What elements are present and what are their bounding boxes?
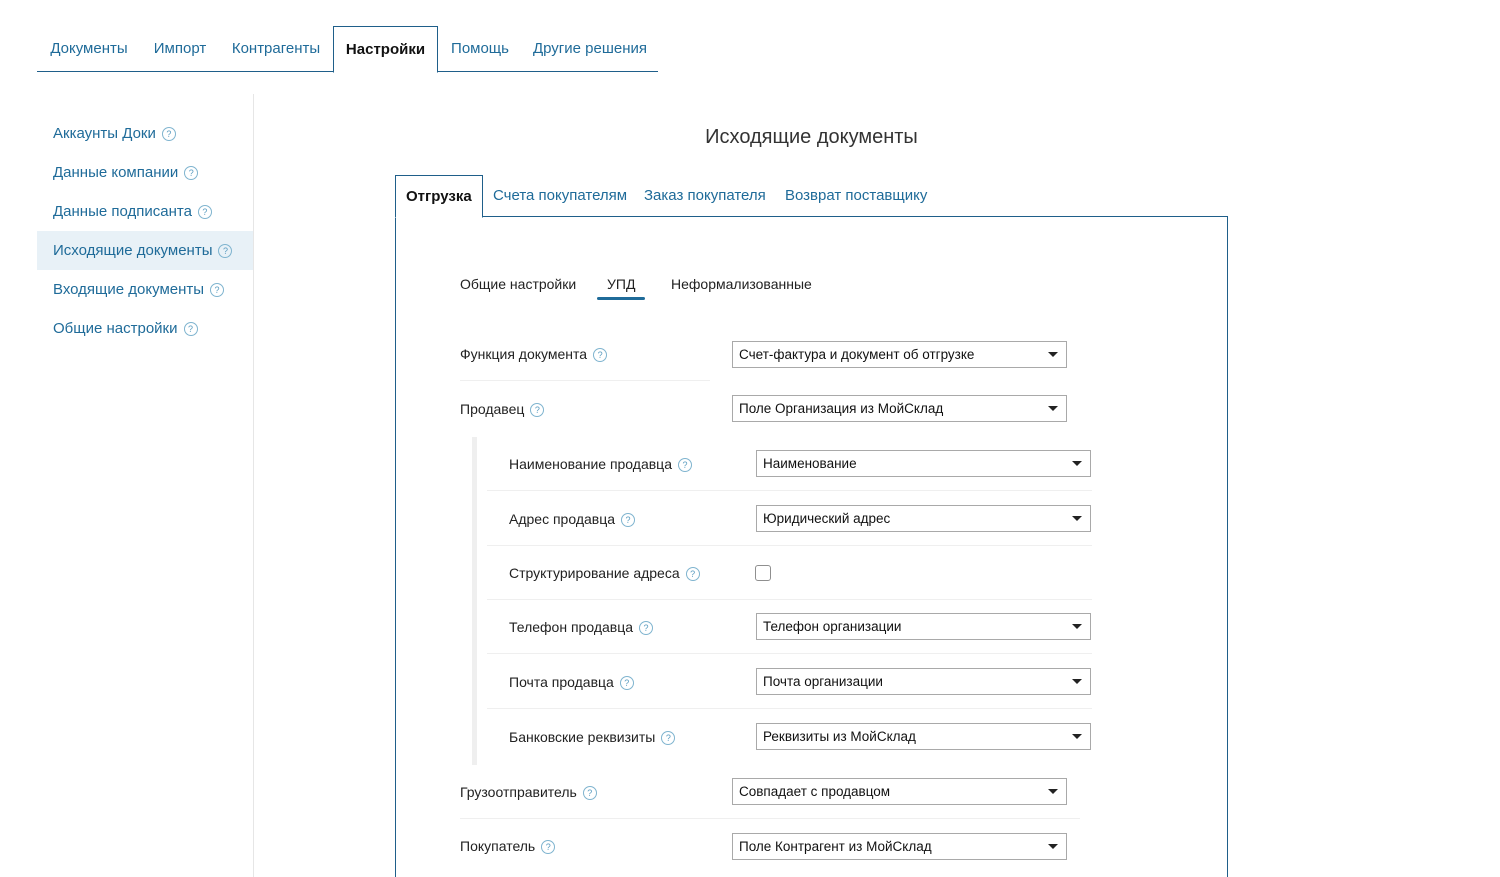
tab-shipment[interactable]: Отгрузка	[395, 175, 483, 218]
field-label: Адрес продавца	[509, 511, 616, 527]
field-label: Продавец	[460, 401, 525, 417]
field-label: Структурирование адреса	[509, 565, 680, 581]
chevron-down-icon	[1072, 516, 1082, 521]
nested-group-indicator	[472, 437, 477, 765]
bank-details-select[interactable]	[756, 723, 1091, 750]
chevron-down-icon	[1072, 461, 1082, 466]
field-label: Почта продавца	[509, 674, 614, 690]
settings-sidebar	[37, 114, 253, 348]
row-seller	[460, 382, 1070, 436]
tab-help[interactable]: Помощь	[451, 40, 509, 57]
help-icon[interactable]: ?	[686, 567, 700, 581]
sidebar-item-incoming-documents[interactable]	[37, 270, 253, 309]
tab-documents[interactable]: Документы	[50, 40, 128, 57]
seller-name-select[interactable]	[756, 450, 1091, 477]
select-value: Совпадает с продавцом	[739, 784, 891, 799]
tab-customer-invoices[interactable]: Счета покупателям	[493, 187, 628, 204]
row-divider	[487, 708, 1092, 709]
help-icon[interactable]: ?	[184, 166, 198, 180]
tab-import[interactable]: Импорт	[153, 40, 207, 57]
field-label: Телефон продавца	[509, 619, 634, 635]
help-icon[interactable]: ?	[530, 403, 544, 417]
select-value: Наименование	[763, 456, 857, 471]
field-label: Наименование продавца	[509, 456, 672, 472]
sidebar-item-label: Общие настройки	[53, 320, 178, 337]
chevron-down-icon	[1072, 624, 1082, 629]
field-label: Покупатель	[460, 838, 536, 854]
chevron-down-icon	[1048, 406, 1058, 411]
help-icon[interactable]: ?	[210, 283, 224, 297]
buyer-select[interactable]	[732, 833, 1067, 860]
row-address-structuring	[509, 546, 1094, 600]
seller-email-select[interactable]	[756, 668, 1091, 695]
sidebar-item-general-settings[interactable]	[37, 309, 253, 348]
tab-supplier-return[interactable]: Возврат поставщику	[785, 187, 928, 204]
row-seller-email	[509, 655, 1094, 709]
chevron-down-icon	[1048, 844, 1058, 849]
page-title: Исходящие документы	[705, 126, 918, 148]
sidebar-item-label: Входящие документы	[53, 281, 205, 298]
field-label: Грузоотправитель	[460, 784, 577, 800]
main-nav-tabs	[37, 26, 658, 72]
seller-phone-select[interactable]	[756, 613, 1091, 640]
select-value: Поле Контрагент из МойСклад	[739, 839, 932, 854]
subtab-upd[interactable]: УПД	[607, 270, 635, 300]
tab-counterparties[interactable]: Контрагенты	[231, 40, 321, 57]
subtab-general-settings[interactable]: Общие настройки	[460, 276, 577, 292]
sidebar-item-label: Данные компании	[53, 164, 179, 181]
sidebar-item-outgoing-documents[interactable]	[37, 231, 253, 270]
row-seller-phone	[509, 600, 1094, 654]
row-divider	[487, 490, 1092, 491]
field-label: Банковские реквизиты	[509, 729, 656, 745]
help-icon[interactable]: ?	[218, 244, 232, 258]
select-value: Счет-фактура и документ об отгрузке	[739, 347, 975, 362]
tab-settings[interactable]: Настройки	[333, 26, 438, 73]
help-icon[interactable]: ?	[162, 127, 176, 141]
sidebar-item-label: Исходящие документы	[53, 242, 213, 259]
row-document-function	[460, 327, 1070, 381]
help-icon[interactable]: ?	[639, 621, 653, 635]
sidebar-item-company-data[interactable]	[37, 153, 253, 192]
help-icon[interactable]: ?	[593, 348, 607, 362]
sidebar-item-signer-data[interactable]	[37, 192, 253, 231]
chevron-down-icon	[1072, 679, 1082, 684]
help-icon[interactable]: ?	[678, 458, 692, 472]
sidebar-item-label: Данные подписанта	[53, 203, 192, 220]
select-value: Реквизиты из МойСклад	[763, 729, 916, 744]
select-value: Юридический адрес	[763, 511, 891, 526]
row-divider	[487, 653, 1092, 654]
seller-address-select[interactable]	[756, 505, 1091, 532]
help-icon[interactable]: ?	[184, 322, 198, 336]
help-icon[interactable]: ?	[661, 731, 675, 745]
address-structuring-checkbox[interactable]	[755, 565, 771, 581]
help-icon[interactable]: ?	[198, 205, 212, 219]
document-function-select[interactable]	[732, 341, 1067, 368]
tab-other-solutions[interactable]: Другие решения	[532, 40, 648, 57]
help-icon[interactable]: ?	[541, 840, 555, 854]
shipper-select[interactable]	[732, 778, 1067, 805]
chevron-down-icon	[1048, 789, 1058, 794]
help-icon[interactable]: ?	[621, 513, 635, 527]
row-buyer	[460, 819, 1070, 873]
subtab-informal[interactable]: Неформализованные	[671, 276, 812, 292]
row-seller-name	[509, 437, 1094, 491]
seller-select[interactable]	[732, 395, 1067, 422]
field-label: Функция документа	[460, 346, 588, 362]
select-value: Почта организации	[763, 674, 883, 689]
tab-customer-order[interactable]: Заказ покупателя	[644, 187, 766, 204]
select-value: Поле Организация из МойСклад	[739, 401, 944, 416]
sidebar-item-label: Аккаунты Доки	[53, 125, 156, 142]
help-icon[interactable]: ?	[583, 786, 597, 800]
help-icon[interactable]: ?	[620, 676, 634, 690]
chevron-down-icon	[1048, 352, 1058, 357]
row-shipper	[460, 765, 1070, 819]
row-bank-details	[509, 710, 1094, 764]
chevron-down-icon	[1072, 734, 1082, 739]
sidebar-item-doki-accounts[interactable]	[37, 114, 253, 153]
row-divider	[460, 380, 710, 381]
document-type-tabs	[395, 175, 1228, 217]
select-value: Телефон организации	[763, 619, 902, 634]
row-seller-address	[509, 492, 1094, 546]
sidebar-divider	[253, 94, 254, 877]
